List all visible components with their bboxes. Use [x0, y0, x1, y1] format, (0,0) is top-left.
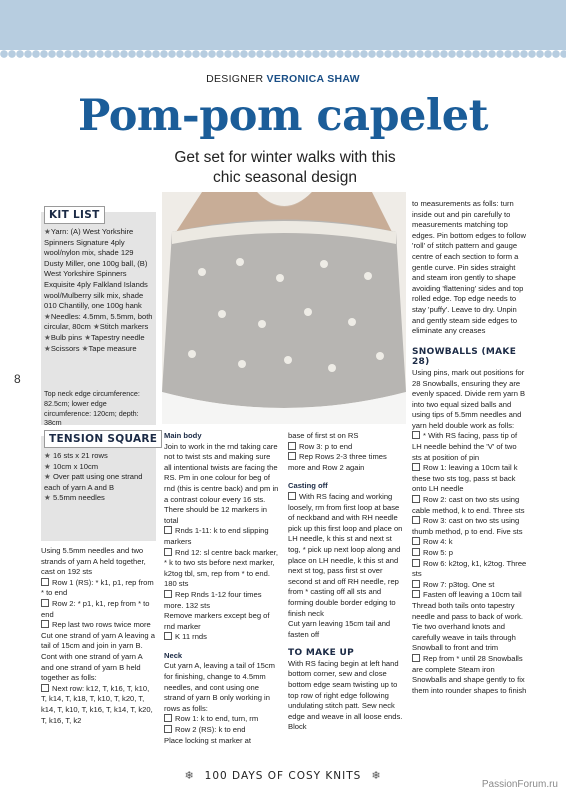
kit-list-heading: KIT LIST — [44, 206, 105, 224]
casting-off-heading: Casting off — [288, 481, 328, 491]
col2-pattern-text: Main body Join to work in the rnd taking care not to twist sts and making sure all intentional twists are facing the RS. Pm in one colour for beg of rnd (this is centre back) and pm in a contrast colour every 16 sts. There should be 12 markers in total Rnds 1-11: k to end slipping markers Rnd 12: sl centre back marker, * k to two sts before next marker, k2tog tbl, sm, rep from * to end. 180 sts Rep Rnds 1-12 four times more. 132 sts Remove markers except beg of rnd marker K 11 rnds Neck Cut yarn A, leaving a tail of 15cm for finishing, change to 4.5mm needles, and cont using one strand of yarn B only working in rows as folls: Row 1: k to end, turn, rm Row 2 (RS): k to end Place locking st marker at — [164, 431, 279, 745]
top-decorative-band — [0, 0, 566, 50]
tension-items: ★ 16 sts x 21 rows ★ 10cm x 10cm ★ Over patt using one strand each of yarn A and B ★ 5.5mm needles — [44, 451, 143, 503]
footer-text: 100 DAYS OF COSY KNITS — [204, 770, 362, 782]
page-number: 8 — [14, 372, 21, 386]
tension-heading: TENSION SQUARE — [44, 430, 162, 448]
snowflake-icon: ❄ — [371, 769, 382, 782]
kit-item: Scissors — [50, 343, 80, 353]
kit-item: Stitch markers — [99, 322, 149, 332]
designer-label: DESIGNER — [206, 73, 264, 85]
make-up-heading: TO MAKE UP — [288, 648, 355, 659]
tension-item: 5.5mm needles — [52, 493, 105, 503]
tension-item: 16 sts x 21 rows — [52, 451, 108, 460]
tension-item: 10cm x 10cm — [52, 461, 99, 471]
page-title: Pom-pom capelet — [78, 91, 488, 141]
kit-list-items: ★Yarn: (A) West Yorkshire Spinners Signature 4ply wool/nylon mix, shade 129 Dusty Miller, one 100g ball, (B) West Yorkshire Spinners Exquisite 4ply Falkland Islands wool/Mulberry silk mix, shade 010 Chantilly, one 100g hank ★Needles: 4.5mm, 5.5mm, both circular, 80cm ★Stitch markers ★Bulb pins ★Tapestry needle ★Scissors ★Tape measure — [44, 227, 153, 353]
tension-item: Over patt using one strand each of yarn A and B — [44, 472, 143, 492]
snowballs-heading: SNOWBALLS (MAKE 28) — [412, 346, 517, 368]
kit-item: Tape measure — [88, 343, 137, 353]
kit-item: Yarn: (A) West Yorkshire Spinners Signature 4ply wool/nylon mix, shade 129 Dusty Miller, one 100g ball, (B) West Yorkshire Spinners Exquisite 4ply Falkland Islands wool/Mulberry silk mix, shade 010 Chantilly, one 100g hank — [44, 227, 148, 311]
col4-pattern-text: to measurements as folls: turn inside out and pin carefully to measurements matching top edges. Pin bottom edges to follow 'roll' of stitch pattern and gauge centre of each section to form a gentle curve. Pin sides straight and steam iron gently to shape avoiding 'flattening' sides and top rolled edge. Top edge needs to stay 'puffy'. Leave to dry. Unpin and gently steam side edges to eliminate any creases SNOWBALLS (MAKE 28) Using pins, mark out positions for 28 Snowballs, ensuring they are evenly spaced. Divide rem yarn B into two equal sized balls and using tips of 5.5mm needles and yarn held double work as folls: * With RS facing, pass tip of LH needle behind the 'V' of two sts at position of pin Row 1: leaving a 10cm tail k these two sts tog, pass st back onto LH needle Row 2: cast on two sts using cable method, k to end. Three sts Row 3: cast on two sts using thumb method, p to end. Five sts Row 4: k Row 5: p Row 6: k2tog, k1, k2tog. Three sts Row 7: p3tog. One st Fasten off leaving a 10cm tail Thread both tails onto tapestry needle and pass to back of work. Tie two overhand knots and carefully weave in tails through Snowball to front and trim Rep from * until 28 Snowballs are complete Steam iron Snowballs and shape gently to fix them into rounder shapes to finish — [412, 199, 527, 695]
kit-measurements: Top neck edge circumference: 82.5cm; lower edge circumference: 120cm; depth: 38cm — [44, 389, 140, 428]
capelet-photo — [162, 192, 406, 424]
watermark: PassionForum.ru — [481, 779, 558, 790]
kit-item: Tapestry needle — [91, 332, 145, 342]
page-subtitle: Get set for winter walks with this chic seasonal design — [174, 149, 396, 186]
kit-item: Bulb pins — [50, 332, 83, 342]
designer-name: VERONICA SHAW — [266, 73, 360, 85]
main-body-heading: Main body — [164, 431, 202, 440]
col3-pattern-text: base of first st on RS Row 3: p to end Rep Rows 2-3 three times more and Row 2 again Casting off With RS facing and working loosely, rm from first loop at base of neckband and with RH needle pick up this first loop and place on LH needle, k this st and next st tog, * pick up next loop along and place on LH needle, k this st and next st tog, pass first st over second st and off RH needle, rep from * casting off all sts and forming double border edging to finish neck Cut yarn leaving 15cm tail and fasten off TO MAKE UP With RS facing begin at left hand bottom corner, sew and close bottom edge seam twisting up to top row of right edge following undulating stitch patt. Sew neck edge and weave in all loose ends. Block — [288, 431, 403, 732]
snowflake-icon: ❄ — [184, 769, 195, 782]
neck-heading: Neck — [164, 650, 183, 660]
col1-pattern-text: Using 5.5mm needles and two strands of yarn A held together, cast on 192 sts Row 1 (RS): * k1, p1, rep from * to end Row 2: * p1, k1, rep from * to end Rep last two rows twice more Cut one strand of yarn A leaving a tail of 15cm and join in yarn B. Cont with one strand of yarn A and one strand of yarn B held together as folls: Next row: k12, T, k16, T, k10, T, k14, T, k18, T, k10, T, k20, T, k14, T, k10, T, k16, T, k14, T, k20, T, k16, T, k2 — [41, 546, 155, 725]
kit-item: Needles: 4.5mm, 5.5mm, both circular, 80cm — [44, 311, 153, 332]
